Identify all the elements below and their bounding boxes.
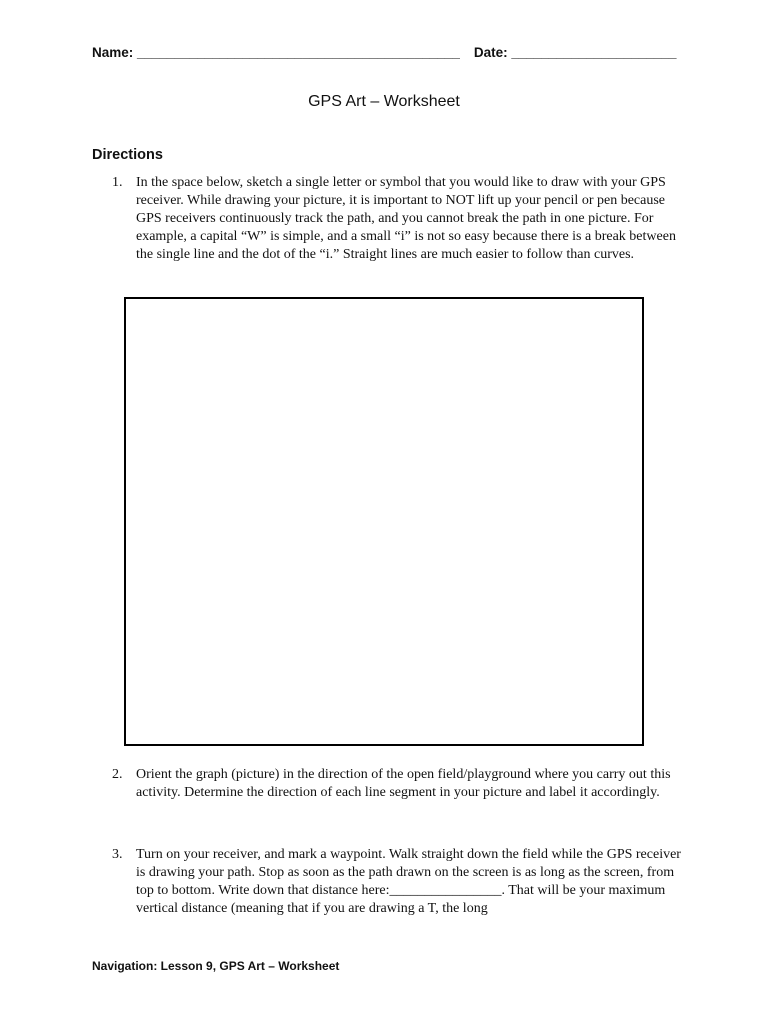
direction-item-2 (112, 766, 682, 802)
item-number: 1. (112, 175, 123, 190)
item-number: 3. (112, 847, 123, 862)
item-text: Orient the graph (picture) in the direction of the open field/playground where you carry out this activity. Determine the direction of each line segment in your picture and label it accordingly. (136, 767, 671, 800)
item-text: In the space below, sketch a single letter or symbol that you would like to draw with your GPS receiver. While drawing your picture, it is important to NOT lift up your pencil or pen because GPS receivers continuously track the path, and you cannot break the path in one picture. For example, a capital “W” is simple, and a small “i” is not so easy because there is a break between the single line and the dot of the “i.” Straight lines are much easier to follow than curves. (136, 175, 676, 262)
item-text: Turn on your receiver, and mark a waypoint. Walk straight down the field while the GPS receiver is drawing your path. Stop as soon as the path drawn on the screen is as long as the screen, from top to bottom. Write down that distance here:________________. That will be your maximum vertical distance (meaning that if you are drawing a T, the long (136, 847, 681, 916)
date-field-label: Date: ______________________ (473, 45, 677, 60)
page-footer: Navigation: Lesson 9, GPS Art – Worksheet (92, 959, 340, 973)
page-title: GPS Art – Worksheet (308, 93, 460, 110)
direction-item-1 (112, 174, 682, 264)
directions-heading: Directions (92, 147, 163, 163)
direction-item-3 (112, 846, 682, 918)
header-line (92, 45, 682, 60)
item-number: 2. (112, 767, 123, 782)
sketch-area-box[interactable] (124, 297, 644, 746)
name-field-label: Name: ___________________________________________ (92, 45, 460, 60)
